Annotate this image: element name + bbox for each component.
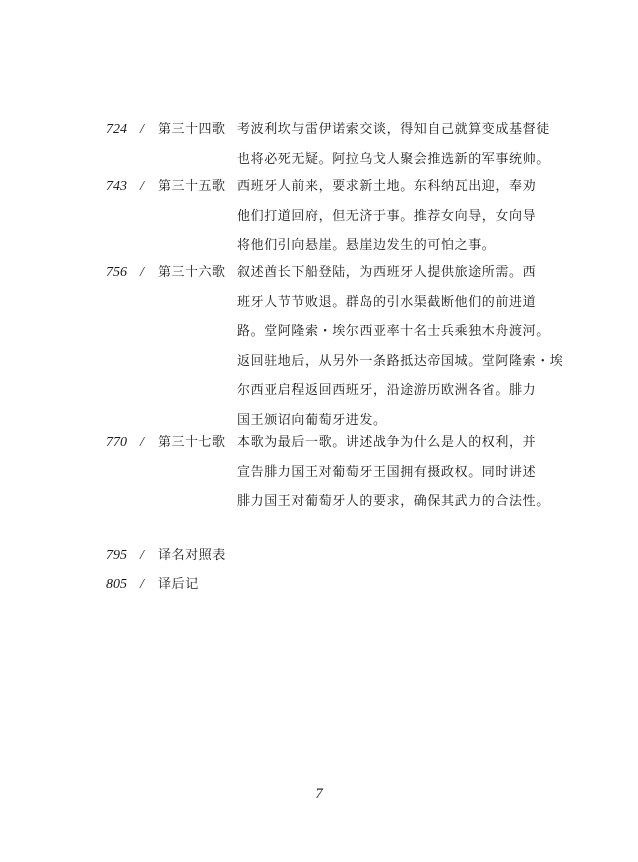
appendix-title: 译名对照表 (158, 548, 227, 563)
canto-summary (237, 115, 555, 174)
canto-title: 第三十四歌 (158, 122, 226, 137)
summary-line: 尔西亚启程返回西班牙，沿途游历欧洲各省。腓力 (237, 383, 537, 398)
separator: / (140, 265, 144, 280)
summary-line: 将他们引向悬崖。悬崖边发生的可怕之事。 (237, 238, 496, 253)
page-number: 795 (106, 548, 127, 563)
summary-line: 宣告腓力国王对葡萄牙王国拥有摄政权。同时讲述 (237, 464, 537, 480)
summary-line: 路。堂阿隆索・埃尔西亚率十名士兵乘独木舟渡河。 (237, 324, 550, 339)
page-number: 743 (106, 179, 127, 194)
page-folio: 7 (315, 786, 323, 802)
canto-summary (237, 258, 564, 435)
canto-title: 第三十五歌 (158, 179, 226, 194)
separator: / (140, 179, 144, 194)
summary-line: 他们打道回府，但无济于事。推荐女向导，女向导 (237, 208, 537, 224)
canto-title: 第三十六歌 (158, 265, 226, 280)
separator: / (140, 577, 144, 592)
page-number: 756 (106, 265, 127, 280)
separator: / (140, 435, 144, 450)
summary-line: 本歌为最后一歌。讲述战争为什么是人的权利，并 (237, 435, 537, 450)
canto-summary (237, 172, 555, 261)
summary-line: 返回驻地后，从另外一条路抵达帝国城。堂阿隆索・埃 (237, 353, 564, 369)
separator: / (140, 122, 144, 137)
page-number: 805 (106, 577, 127, 592)
summary-line: 西班牙人前来，要求新土地。东科纳瓦出迎，奉劝 (237, 179, 537, 194)
canto-summary (237, 428, 555, 517)
canto-title: 第三十七歌 (158, 435, 226, 450)
page-number: 724 (106, 122, 127, 137)
summary-line: 班牙人节节败退。群岛的引水渠截断他们的前进道 (237, 294, 537, 310)
summary-line: 考波利坎与雷伊诺索交谈，得知自己就算变成基督徒 (237, 122, 550, 137)
summary-line: 叙述酋长下船登陆，为西班牙人提供旅途所需。西 (237, 265, 537, 280)
summary-line: 腓力国王对葡萄牙人的要求，确保其武力的合法性。 (237, 494, 550, 509)
summary-line: 国王颁诏向葡萄牙进发。 (237, 412, 387, 428)
separator: / (140, 548, 144, 563)
summary-line: 也将必死无疑。阿拉乌戈人聚会推选新的军事统帅。 (237, 151, 550, 167)
appendix-title: 译后记 (158, 577, 199, 592)
page-number: 770 (106, 435, 127, 450)
